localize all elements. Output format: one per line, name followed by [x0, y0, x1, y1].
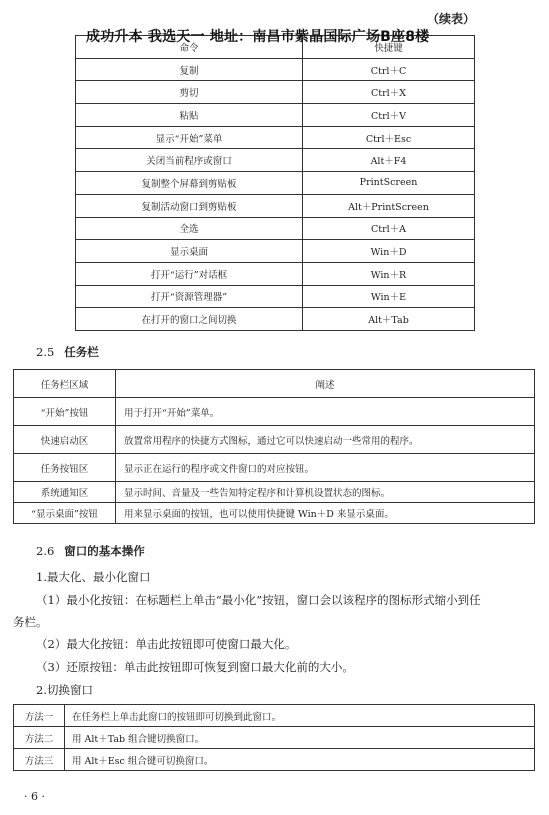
method-description: 在任务栏上单击此窗口的按钮即可切换到此窗口。	[65, 705, 535, 727]
heading-maximize-minimize: 1.最大化、最小化窗口	[36, 570, 151, 584]
shortcut-cell: Alt＋Tab	[303, 308, 475, 331]
section-number: 2.6	[36, 544, 55, 558]
description-cell: 显示时间、音量及一些告知特定程序和计算机设置状态的图标。	[116, 482, 535, 503]
table-row	[14, 705, 535, 727]
command-cell: 打开“资源管理器”	[76, 285, 303, 308]
page-number: · 6 ·	[24, 790, 45, 803]
shortcut-cell: Ctrl＋Esc	[303, 126, 475, 149]
command-cell: 打开“运行”对话框	[76, 262, 303, 285]
shortcut-cell: Alt＋PrintScreen	[303, 194, 475, 217]
command-cell: 剪切	[76, 81, 303, 104]
watermark-banner: 成功升本 我选天一 地址：南昌市紫晶国际广场B座8楼	[86, 29, 430, 45]
section-heading-2-6	[36, 543, 145, 559]
shortcut-table	[75, 35, 475, 331]
description-cell: 放置常用程序的快捷方式图标，通过它可以快速启动一些常用的程序。	[116, 426, 535, 454]
section-number: 2.5	[36, 345, 55, 359]
shortcut-cell: Ctrl＋C	[303, 58, 475, 81]
shortcut-cell: PrintScreen	[303, 172, 475, 195]
continued-label: （续表）	[427, 12, 476, 26]
description-cell: 显示正在运行的程序或文件窗口的对应按钮。	[116, 454, 535, 482]
shortcut-cell: Ctrl＋X	[303, 81, 475, 104]
table-row	[76, 81, 475, 104]
table-row	[14, 426, 535, 454]
shortcut-cell: Alt＋F4	[303, 149, 475, 172]
method-description: 用 Alt＋Esc 组合键可切换窗口。	[65, 749, 535, 771]
table-row	[14, 454, 535, 482]
section-heading-2-5	[36, 344, 99, 360]
header-cell: 任务栏区域	[14, 370, 116, 398]
command-cell: 全选	[76, 217, 303, 240]
table-row	[76, 308, 475, 331]
area-cell: 系统通知区	[14, 482, 116, 503]
table-row	[76, 104, 475, 127]
paragraph-restore-button: （3）还原按钮：单击此按钮即可恢复到窗口最大化前的大小。	[36, 660, 354, 674]
table-row	[76, 126, 475, 149]
area-cell: “显示桌面”按钮	[14, 503, 116, 524]
header-cell: 快捷键	[303, 36, 475, 59]
table-row	[76, 172, 475, 195]
header-cell: 命令	[76, 36, 303, 59]
area-cell: 任务按钮区	[14, 454, 116, 482]
paragraph-minimize-button: （1）最小化按钮：在标题栏上单击“最小化”按钮，窗口会以该程序的图标形式缩小到任	[36, 593, 481, 607]
command-cell: 显示“开始”菜单	[76, 126, 303, 149]
shortcut-cell: Win＋D	[303, 240, 475, 263]
table-row	[76, 217, 475, 240]
command-cell: 复制整个屏幕到剪贴板	[76, 172, 303, 195]
table-row	[14, 749, 535, 771]
shortcut-cell: Ctrl＋A	[303, 217, 475, 240]
method-cell: 方法三	[14, 749, 65, 771]
table-header-row	[14, 370, 535, 398]
header-cell: 阐述	[116, 370, 535, 398]
section-title: 任务栏	[64, 345, 99, 359]
table-row	[14, 398, 535, 426]
table-row	[76, 149, 475, 172]
table-row	[14, 482, 535, 503]
command-cell: 复制活动窗口到剪贴板	[76, 194, 303, 217]
description-cell: 用来显示桌面的按钮，也可以使用快捷键 Win＋D 来显示桌面。	[116, 503, 535, 524]
switch-method-table	[13, 704, 535, 771]
command-cell: 粘贴	[76, 104, 303, 127]
description-cell: 用于打开“开始”菜单。	[116, 398, 535, 426]
table-row	[76, 285, 475, 308]
shortcut-cell: Win＋E	[303, 285, 475, 308]
heading-switch-window: 2.切换窗口	[36, 683, 93, 697]
command-cell: 关闭当前程序或窗口	[76, 149, 303, 172]
shortcut-cell: Win＋R	[303, 262, 475, 285]
command-cell: 在打开的窗口之间切换	[76, 308, 303, 331]
method-cell: 方法一	[14, 705, 65, 727]
command-cell: 显示桌面	[76, 240, 303, 263]
table-row	[14, 503, 535, 524]
method-description: 用 Alt＋Tab 组合键切换窗口。	[65, 727, 535, 749]
table-row	[76, 194, 475, 217]
paragraph-maximize-button: （2）最大化按钮：单击此按钮即可使窗口最大化。	[36, 637, 297, 651]
area-cell: “开始”按钮	[14, 398, 116, 426]
area-cell: 快速启动区	[14, 426, 116, 454]
command-cell: 复制	[76, 58, 303, 81]
table-row	[76, 240, 475, 263]
paragraph-minimize-button-cont: 务栏。	[13, 615, 48, 629]
table-row	[76, 58, 475, 81]
table-row	[14, 727, 535, 749]
method-cell: 方法二	[14, 727, 65, 749]
taskbar-table	[13, 369, 535, 524]
shortcut-cell: Ctrl＋V	[303, 104, 475, 127]
section-title: 窗口的基本操作	[64, 544, 145, 558]
table-row	[76, 262, 475, 285]
